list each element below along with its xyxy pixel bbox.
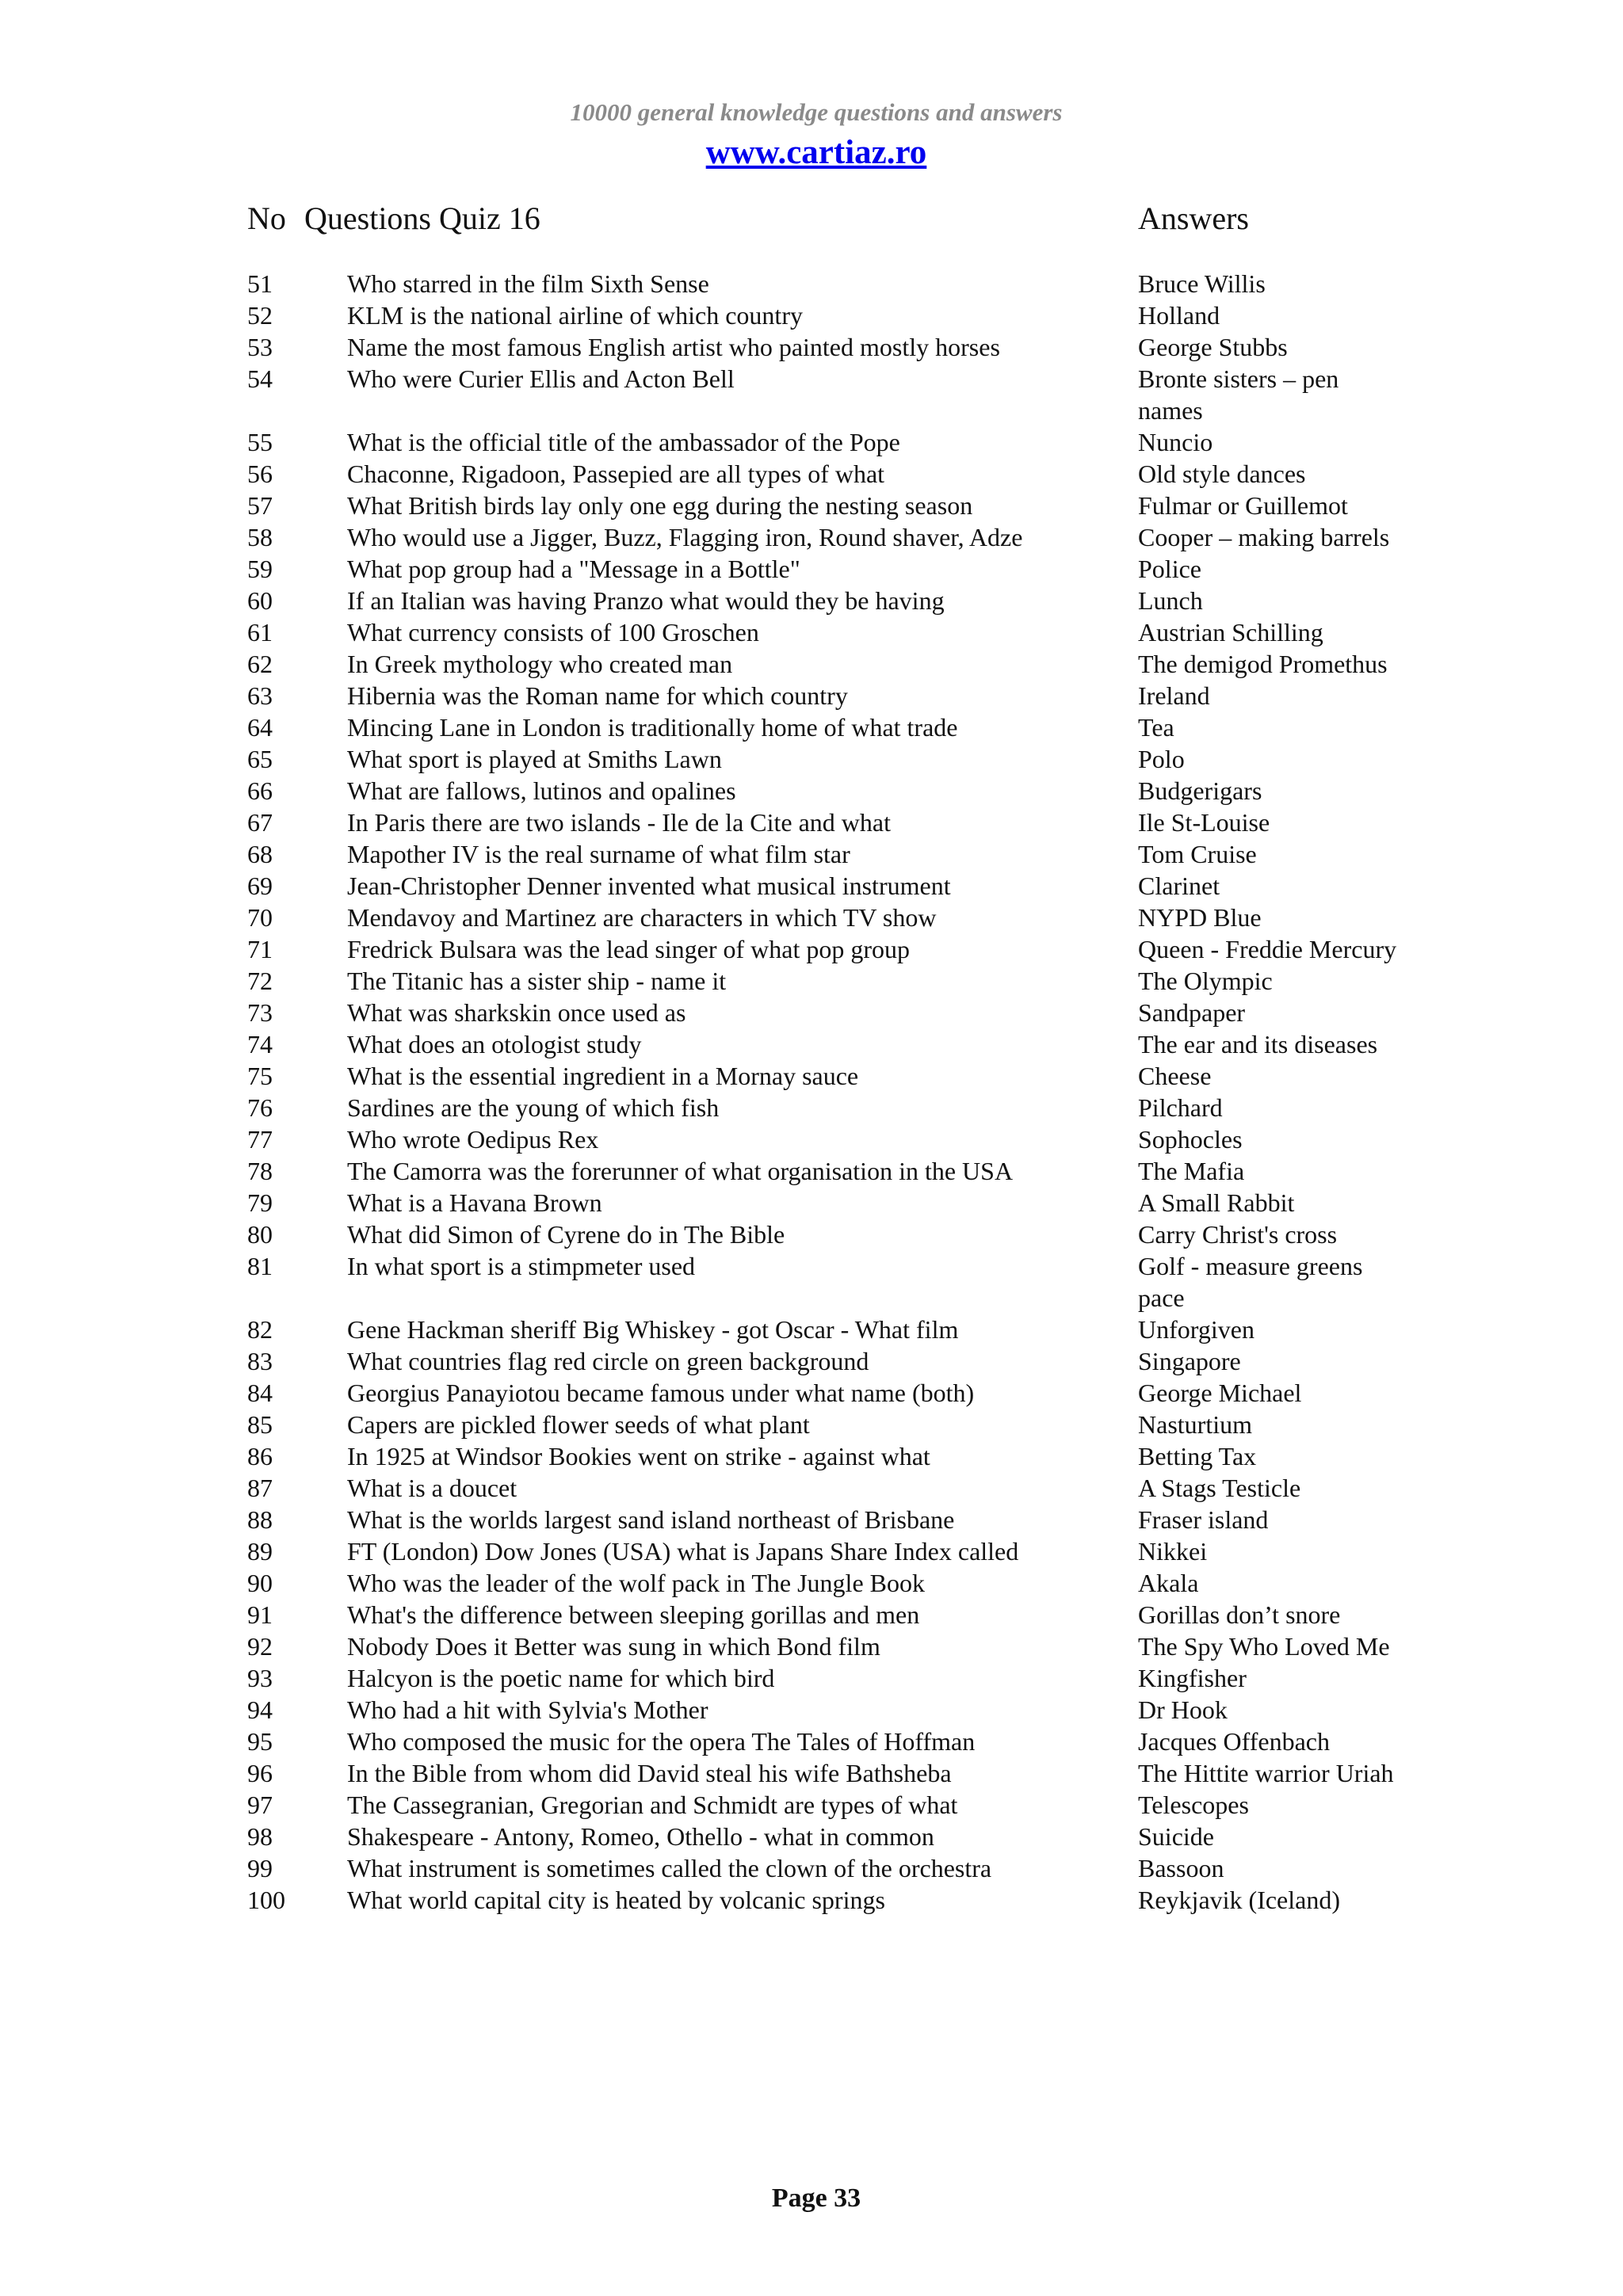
- answer-text: Fraser island: [1138, 1505, 1269, 1534]
- answer-text: Pilchard: [1138, 1093, 1223, 1122]
- question-text: The Cassegranian, Gregorian and Schmidt are types of what: [347, 1791, 958, 1819]
- question-number: 69: [247, 871, 273, 900]
- question-text: What was sharkskin once used as: [347, 998, 686, 1027]
- table-row: [0, 775, 1623, 807]
- question-text: Who wrote Oedipus Rex: [347, 1125, 599, 1154]
- table-row: [0, 1726, 1623, 1757]
- table-row: [0, 870, 1623, 902]
- column-header-answers: Answers: [1138, 200, 1249, 236]
- question-number: 83: [247, 1347, 273, 1375]
- table-row: [0, 585, 1623, 616]
- answer-text: Carry Christ's cross: [1138, 1220, 1338, 1249]
- question-text: What is the worlds largest sand island northeast of Brisbane: [347, 1505, 955, 1534]
- question-text: What instrument is sometimes called the clown of the orchestra: [347, 1854, 992, 1882]
- answer-text: Queen - Freddie Mercury: [1138, 935, 1397, 963]
- question-number: 91: [247, 1600, 273, 1629]
- question-text: Halcyon is the poetic name for which bird: [347, 1664, 775, 1692]
- table-row: [0, 1662, 1623, 1694]
- question-text: Nobody Does it Better was sung in which Bond film: [347, 1632, 880, 1661]
- table-row: [0, 648, 1623, 680]
- question-text: Who would use a Jigger, Buzz, Flagging iron, Round shaver, Adze: [347, 523, 1023, 551]
- site-link[interactable]: www.cartiaz.ro: [705, 134, 927, 171]
- answer-text: Golf - measure greens pace: [1138, 1252, 1363, 1312]
- answer-text: Nuncio: [1138, 428, 1213, 456]
- question-number: 62: [247, 650, 273, 678]
- question-text: What is a Havana Brown: [347, 1188, 602, 1217]
- table-row: [0, 1884, 1623, 1916]
- table-row: [0, 616, 1623, 648]
- answer-text: The Mafia: [1138, 1157, 1245, 1185]
- question-number: 68: [247, 840, 273, 868]
- question-number: 90: [247, 1569, 273, 1597]
- question-number: 77: [247, 1125, 273, 1154]
- question-text: What does an otologist study: [347, 1030, 642, 1058]
- question-number: 70: [247, 903, 273, 932]
- table-row: [0, 426, 1623, 458]
- answer-text: The demigod Promethus: [1138, 650, 1388, 678]
- question-number: 85: [247, 1410, 273, 1439]
- question-number: 57: [247, 491, 273, 520]
- question-text: Name the most famous English artist who painted mostly horses: [347, 333, 1000, 361]
- answer-text: Polo: [1138, 745, 1185, 773]
- table-row: [0, 1250, 1623, 1314]
- answer-text: Betting Tax: [1138, 1442, 1257, 1470]
- table-row: [0, 1472, 1623, 1504]
- question-text: Who starred in the film Sixth Sense: [347, 269, 709, 298]
- answer-text: Reykjavik (Iceland): [1138, 1886, 1340, 1914]
- answer-text: Sophocles: [1138, 1125, 1243, 1154]
- answer-text: Jacques Offenbach: [1138, 1727, 1330, 1756]
- question-text: What British birds lay only one egg during the nesting season: [347, 491, 973, 520]
- answer-text: A Small Rabbit: [1138, 1188, 1295, 1217]
- question-text: Mincing Lane in London is traditionally home of what trade: [347, 713, 958, 742]
- answer-text: Bruce Willis: [1138, 269, 1266, 298]
- answer-text: George Stubbs: [1138, 333, 1288, 361]
- table-row: [0, 1852, 1623, 1884]
- question-text: Gene Hackman sheriff Big Whiskey - got Oscar - What film: [347, 1315, 959, 1344]
- question-text: Who composed the music for the opera The Tales of Hoffman: [347, 1727, 976, 1756]
- question-number: 78: [247, 1157, 273, 1185]
- question-number: 65: [247, 745, 273, 773]
- question-text: Georgius Panayiotou became famous under what name (both): [347, 1379, 975, 1407]
- table-row: [0, 680, 1623, 711]
- question-text: Mendavoy and Martinez are characters in which TV show: [347, 903, 937, 932]
- question-number: 94: [247, 1695, 273, 1724]
- question-number: 71: [247, 935, 273, 963]
- question-number: 93: [247, 1664, 273, 1692]
- question-number: 72: [247, 967, 273, 995]
- table-row: [0, 997, 1623, 1028]
- question-number: 82: [247, 1315, 273, 1344]
- question-number: 96: [247, 1759, 273, 1787]
- question-text: What pop group had a "Message in a Bottle": [347, 555, 800, 583]
- question-number: 54: [247, 364, 273, 393]
- answer-text: Nasturtium: [1138, 1410, 1252, 1439]
- table-row: [0, 965, 1623, 997]
- table-row: [0, 1219, 1623, 1250]
- table-row: [0, 1377, 1623, 1409]
- table-row: [0, 1567, 1623, 1599]
- question-number: 92: [247, 1632, 273, 1661]
- question-text: What are fallows, lutinos and opalines: [347, 776, 736, 805]
- question-number: 98: [247, 1822, 273, 1851]
- answer-text: The Spy Who Loved Me: [1138, 1632, 1390, 1661]
- question-number: 87: [247, 1474, 273, 1502]
- question-text: Mapother IV is the real surname of what film star: [347, 840, 850, 868]
- question-text: Who were Curier Ellis and Acton Bell: [347, 364, 735, 393]
- question-number: 53: [247, 333, 273, 361]
- page-number: Page 33: [771, 2183, 861, 2213]
- answer-text: Telescopes: [1138, 1791, 1249, 1819]
- question-number: 79: [247, 1188, 273, 1217]
- table-row: [0, 1155, 1623, 1187]
- answer-text: Nikkei: [1138, 1537, 1208, 1566]
- question-text: Fredrick Bulsara was the lead singer of what pop group: [347, 935, 911, 963]
- question-number: 60: [247, 586, 273, 615]
- table-row: [0, 299, 1623, 331]
- table-row: [0, 1535, 1623, 1567]
- answer-text: Cooper – making barrels: [1138, 523, 1390, 551]
- question-text: Chaconne, Rigadoon, Passepied are all types of what: [347, 460, 885, 488]
- question-text: In the Bible from whom did David steal his wife Bathsheba: [347, 1759, 952, 1787]
- table-row: [0, 268, 1623, 299]
- table-row: [0, 1821, 1623, 1852]
- question-text: Who was the leader of the wolf pack in The Jungle Book: [347, 1569, 925, 1597]
- question-text: What did Simon of Cyrene do in The Bible: [347, 1220, 785, 1249]
- question-text: The Camorra was the forerunner of what organisation in the USA: [347, 1157, 1014, 1185]
- question-text: What is the essential ingredient in a Mornay sauce: [347, 1062, 859, 1090]
- table-row: [0, 458, 1623, 490]
- document-subtitle: 10000 general knowledge questions and answers: [570, 98, 1063, 126]
- table-row: [0, 838, 1623, 870]
- question-text: In Greek mythology who created man: [347, 650, 733, 678]
- question-text: Who had a hit with Sylvia's Mother: [347, 1695, 708, 1724]
- question-text: What sport is played at Smiths Lawn: [347, 745, 722, 773]
- answer-text: Dr Hook: [1138, 1695, 1228, 1724]
- answer-text: Fulmar or Guillemot: [1138, 491, 1348, 520]
- question-number: 74: [247, 1030, 273, 1058]
- question-text: What countries flag red circle on green background: [347, 1347, 869, 1375]
- answer-text: The Hittite warrior Uriah: [1138, 1759, 1394, 1787]
- answer-text: Gorillas don’t snore: [1138, 1600, 1341, 1629]
- table-row: [0, 331, 1623, 363]
- question-text: What's the difference between sleeping gorillas and men: [347, 1600, 920, 1629]
- question-text: What world capital city is heated by volcanic springs: [347, 1886, 885, 1914]
- answer-text: Tom Cruise: [1138, 840, 1257, 868]
- question-text: In Paris there are two islands - Ile de la Cite and what: [347, 808, 891, 837]
- question-text: Capers are pickled flower seeds of what plant: [347, 1410, 810, 1439]
- question-text: In what sport is a stimpmeter used: [347, 1252, 696, 1280]
- table-row: [0, 711, 1623, 743]
- table-row: [0, 1187, 1623, 1219]
- question-number: 99: [247, 1854, 273, 1882]
- question-text: In 1925 at Windsor Bookies went on strike - against what: [347, 1442, 930, 1470]
- answer-text: Bassoon: [1138, 1854, 1224, 1882]
- answer-text: Kingfisher: [1138, 1664, 1247, 1692]
- question-number: 88: [247, 1505, 273, 1534]
- question-text: What is a doucet: [347, 1474, 517, 1502]
- answer-text: Cheese: [1138, 1062, 1212, 1090]
- answer-text: Budgerigars: [1138, 776, 1262, 805]
- question-number: 52: [247, 301, 273, 330]
- answer-text: Sandpaper: [1138, 998, 1246, 1027]
- question-text: Hibernia was the Roman name for which country: [347, 681, 848, 710]
- question-number: 66: [247, 776, 273, 805]
- question-number: 97: [247, 1791, 273, 1819]
- question-number: 63: [247, 681, 273, 710]
- table-row: [0, 1060, 1623, 1092]
- answer-text: Old style dances: [1138, 460, 1306, 488]
- question-number: 51: [247, 269, 273, 298]
- question-number: 95: [247, 1727, 273, 1756]
- answer-text: George Michael: [1138, 1379, 1302, 1407]
- question-number: 55: [247, 428, 273, 456]
- answer-text: NYPD Blue: [1138, 903, 1262, 932]
- question-text: FT (London) Dow Jones (USA) what is Japans Share Index called: [347, 1537, 1019, 1566]
- question-text: Shakespeare - Antony, Romeo, Othello - what in common: [347, 1822, 934, 1851]
- question-number: 75: [247, 1062, 273, 1090]
- question-number: 73: [247, 998, 273, 1027]
- answer-text: Akala: [1138, 1569, 1199, 1597]
- table-row: [0, 902, 1623, 933]
- table-row: [0, 490, 1623, 521]
- question-number: 56: [247, 460, 273, 488]
- answer-text: The ear and its diseases: [1138, 1030, 1378, 1058]
- question-text: What currency consists of 100 Groschen: [347, 618, 759, 646]
- table-row: [0, 1599, 1623, 1630]
- question-number: 76: [247, 1093, 273, 1122]
- answer-text: Clarinet: [1138, 871, 1220, 900]
- question-number: 64: [247, 713, 273, 742]
- table-row: [0, 807, 1623, 838]
- table-row: [0, 1028, 1623, 1060]
- table-row: [0, 1694, 1623, 1726]
- table-row: [0, 1123, 1623, 1155]
- table-row: [0, 521, 1623, 553]
- answer-text: Tea: [1138, 713, 1174, 742]
- answer-text: Singapore: [1138, 1347, 1241, 1375]
- table-row: [0, 1409, 1623, 1440]
- table-row: [0, 1630, 1623, 1662]
- table-row: [0, 363, 1623, 426]
- quiz-table: [0, 268, 1623, 1916]
- answer-text: A Stags Testicle: [1138, 1474, 1301, 1502]
- question-number: 80: [247, 1220, 273, 1249]
- question-number: 59: [247, 555, 273, 583]
- answer-text: Police: [1138, 555, 1201, 583]
- question-number: 89: [247, 1537, 273, 1566]
- column-header-questions: Questions Quiz 16: [304, 200, 540, 236]
- table-row: [0, 743, 1623, 775]
- answer-text: Ireland: [1138, 681, 1210, 710]
- question-number: 86: [247, 1442, 273, 1470]
- question-text: If an Italian was having Pranzo what would they be having: [347, 586, 945, 615]
- answer-text: Lunch: [1138, 586, 1203, 615]
- answer-text: Unforgiven: [1138, 1315, 1254, 1344]
- question-text: KLM is the national airline of which country: [347, 301, 803, 330]
- table-row: [0, 1504, 1623, 1535]
- column-header-no: No: [247, 200, 286, 236]
- table-row: [0, 1314, 1623, 1345]
- answer-text: Bronte sisters – pen names: [1138, 364, 1339, 425]
- table-row: [0, 1757, 1623, 1789]
- question-number: 58: [247, 523, 273, 551]
- answer-text: Suicide: [1138, 1822, 1214, 1851]
- table-row: [0, 933, 1623, 965]
- answer-text: Ile St-Louise: [1138, 808, 1270, 837]
- table-row: [0, 1440, 1623, 1472]
- table-row: [0, 553, 1623, 585]
- question-number: 67: [247, 808, 273, 837]
- question-text: Jean-Christopher Denner invented what musical instrument: [347, 871, 951, 900]
- question-text: What is the official title of the ambassador of the Pope: [347, 428, 900, 456]
- question-number: 81: [247, 1252, 273, 1280]
- question-number: 84: [247, 1379, 273, 1407]
- table-row: [0, 1345, 1623, 1377]
- question-text: The Titanic has a sister ship - name it: [347, 967, 727, 995]
- question-number: 100: [247, 1886, 285, 1914]
- answer-text: Holland: [1138, 301, 1220, 330]
- question-number: 61: [247, 618, 273, 646]
- answer-text: Austrian Schilling: [1138, 618, 1323, 646]
- question-text: Sardines are the young of which fish: [347, 1093, 720, 1122]
- answer-text: The Olympic: [1138, 967, 1273, 995]
- table-row: [0, 1092, 1623, 1123]
- table-row: [0, 1789, 1623, 1821]
